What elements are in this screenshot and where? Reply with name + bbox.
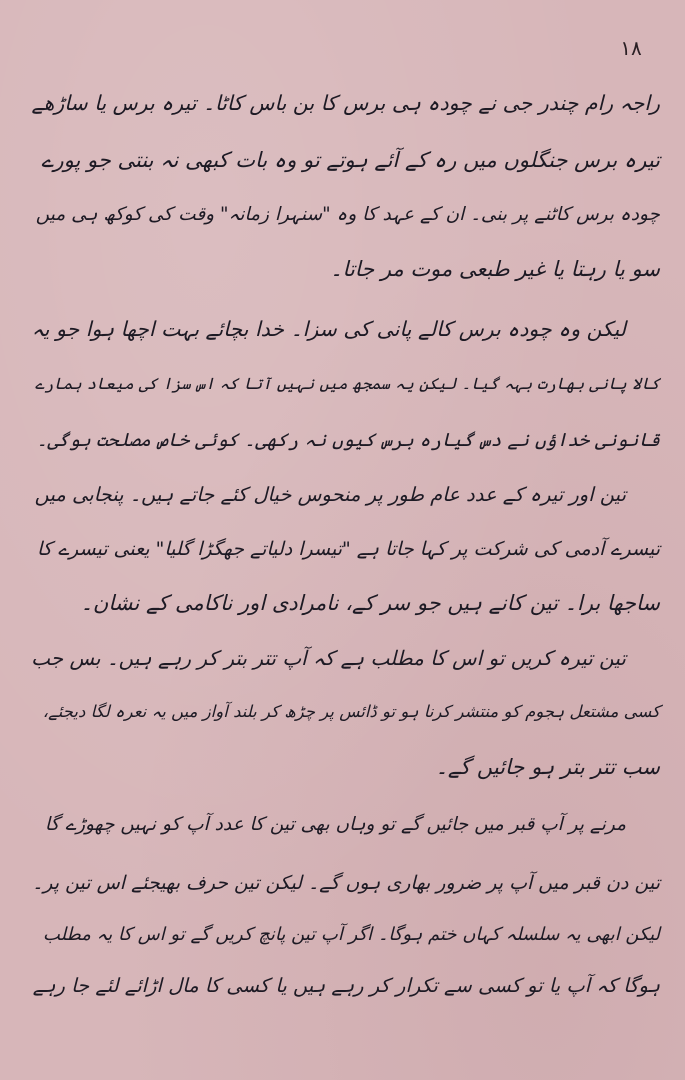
text-line: لیکن ابھی یہ سلسلہ کہاں ختم ہوگا۔ اگر آپ تین پانچ کریں گے تو اس کا یہ مطلب (42, 924, 660, 945)
text-line: ساجھا برا۔ تین کانے ہیں جو سر کے، نامرادی اور ناکامی کے نشان۔ (80, 591, 660, 615)
text-line: چودہ برس کاٹنے پر بنی۔ ان کے عہد کا وہ "سنہرا زمانہ" وقت کی کوکھ ہی میں (35, 204, 660, 225)
text-line: قانونی خداؤں نے دس گیارہ برس کیوں نہ رکھی۔ کوئی خاص مصلحت ہوگی۔ (36, 430, 660, 451)
text-line: سب تتر بتر ہو جائیں گے۔ (435, 755, 660, 779)
text-line: مرنے پر آپ قبر میں جائیں گے تو وہاں بھی تین کا عدد آپ کو نہیں چھوڑے گا (44, 814, 626, 835)
text-line: راجہ رام چندر جی نے چودہ ہی برس کا بن باس کاٹا۔ تیرہ برس یا ساڑھے (31, 91, 660, 115)
text-line: تیسرے آدمی کی شرکت پر کہا جاتا ہے "تیسرا دلیاتے جھگڑا گلیا" یعنی تیسرے کا (37, 538, 660, 560)
text-line: تین دن قبر میں آپ پر ضرور بھاری ہوں گے۔ لیکن تین حرف بھیجئے اس تین پر۔ (32, 872, 660, 894)
text-line: تین تیرہ کریں تو اس کا مطلب ہے کہ آپ تتر بتر کر رہے ہیں۔ بس جب (31, 646, 626, 670)
text-line: لیکن وہ چودہ برس کالے پانی کی سزا۔ خدا بچائے بہت اچھا ہوا جو یہ (31, 317, 626, 341)
text-line: تین اور تیرہ کے عدد عام طور پر منحوس خیال کئے جاتے ہیں۔ پنجابی میں (34, 483, 626, 506)
text-line: ہوگا کہ آپ یا تو کسی سے تکرار کر رہے ہیں یا کسی کا مال اڑائے لئے جا رہے (32, 974, 660, 997)
text-line: کسی مشتعل ہجوم کو منتشر کرنا ہو تو ڈائس پر چڑھ کر بلند آواز میں یہ نعرہ لگا دیجئے، (42, 702, 660, 721)
text-line: کالا پانی بھارت بہہ گیا۔ لیکن یہ سمجھ میں نہیں آتا کہ اس سزا کی میعاد ہمارے (34, 374, 660, 393)
page-number: ١٨ (620, 36, 642, 60)
text-line: تیرہ برس جنگلوں میں رہ کے آئے ہوتے تو وہ بات کبھی نہ بنتی جو پورے (41, 148, 660, 172)
text-line: سو یا رہتا یا غیر طبعی موت مر جاتا۔ (330, 257, 660, 281)
